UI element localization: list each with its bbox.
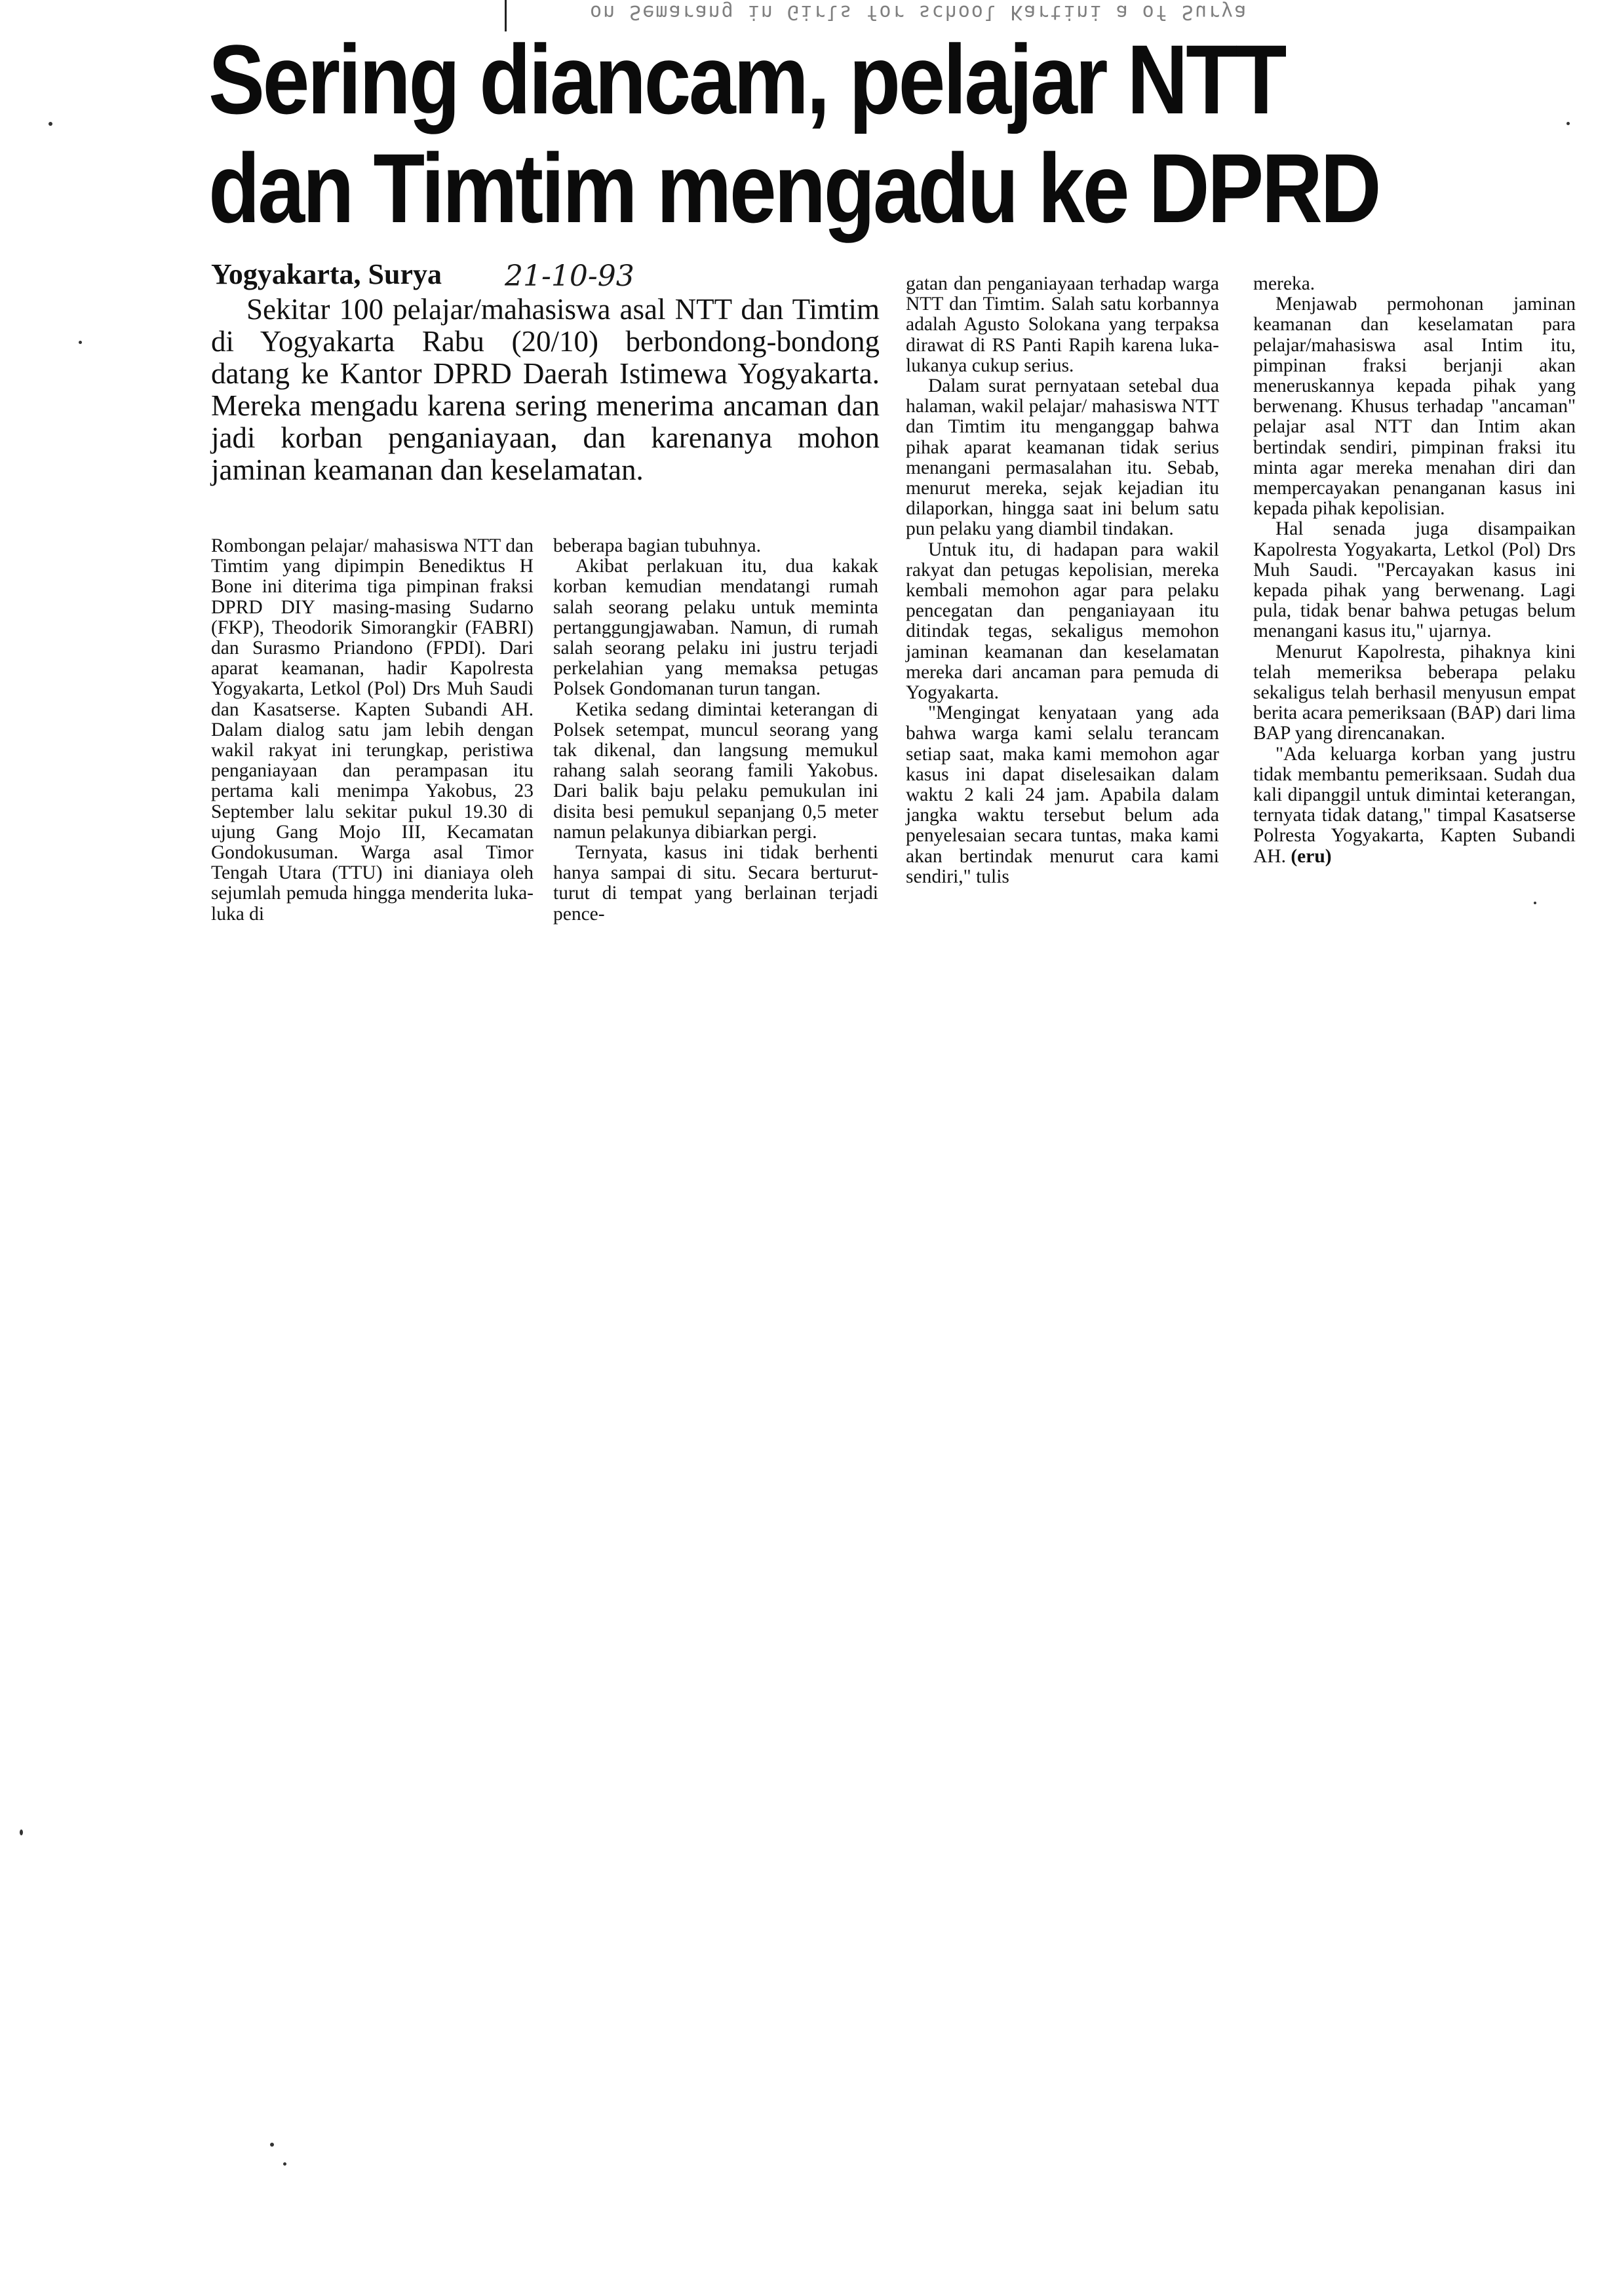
paragraph bbox=[1253, 744, 1576, 867]
bleed-through-text: on Semarang in Girls for school Kartini a of Surya bbox=[590, 1, 1248, 24]
scan-speck bbox=[1534, 902, 1536, 904]
paragraph: Hal senada juga disampaikan Kapolresta Yogyakarta, Letkol (Pol) Drs Muh Saudi. "Percayakan kasus ini kepada pihak yang berwenang. Lagi pula, tidak benar bahwa petugas belum menangani kasus itu," ujarnya. bbox=[1253, 518, 1576, 642]
paragraph: Ternyata, kasus ini tidak berhenti hanya sampai di situ. Secara berturut-turut di tempat yang berlainan terjadi pence- bbox=[553, 842, 878, 925]
scan-speck bbox=[1566, 122, 1570, 125]
scan-speck bbox=[283, 2162, 286, 2166]
headline-line-1: Sering diancam, pelajar NTT bbox=[208, 24, 1285, 134]
paragraph: gatan dan penganiayaan terhadap warga NTT dan Timtim. Salah satu korbannya adalah Agusto Solokana yang terpaksa dirawat di RS Panti Rapih karena luka-lukanya cukup serius. bbox=[906, 273, 1219, 376]
article-column-3 bbox=[906, 274, 1219, 887]
paragraph: mereka. bbox=[1253, 273, 1315, 294]
lead-paragraph: Sekitar 100 pelajar/mahasiswa asal NTT dan Timtim di Yogyakarta Rabu (20/10) berbondong-bondong datang ke Kantor DPRD Daerah Istimewa Yogyakarta. Mereka mengadu karena sering menerima ancaman dan jadi korban penganiayaan, dan karenanya mohon jaminan keamanan dan keselamatan. bbox=[211, 293, 880, 486]
article-column-1 bbox=[211, 536, 534, 925]
paragraph: beberapa bagian tubuhnya. bbox=[553, 535, 761, 556]
paragraph: Rombongan pelajar/ mahasiswa NTT dan Timtim yang dipimpin Benediktus H Bone ini diterima tiga pimpinan fraksi DPRD DIY masing-masing Sudarno (FKP), Theodorik Simorangkir (FABRI) dan Surasmo Priandono (FPDI). Dari aparat keamanan, hadir Kapolresta Yogyakarta, Letkol (Pol) Drs Muh Saudi dan Kasatserse. Kapten Subandi AH. Dalam dialog satu jam lebih dengan wakil rakyat ini terungkap, peristiwa penganiayaan dan perampasan itu pertama kali menimpa Yakobus, 23 September lalu sekitar pukul 19.30 di ujung Gang Mojo III, Kecamatan Gondokusuman. Warga asal Timor Tengah Utara (TTU) ini dianiaya oleh sejumlah pemuda hingga menderita luka-luka di bbox=[211, 535, 534, 925]
article-column-4 bbox=[1253, 274, 1576, 867]
scan-speck bbox=[49, 122, 52, 126]
scan-speck bbox=[20, 1829, 23, 1835]
paragraph: Menjawab permohonan jaminan keamanan dan keselamatan para pelajar/mahasiswa asal Intim itu, pimpinan fraksi berjanji akan meneruskannya kepada pihak yang berwenang. Khusus terhadap "ancaman" pelajar asal NTT dan Intim akan bertindak sendiri, pimpinan fraksi itu minta agar mereka menahan diri dan mempercayakan penanganan kasus ini kepada pihak kepolisian. bbox=[1253, 294, 1576, 520]
paragraph: Menurut Kapolresta, pihaknya kini telah memeriksa beberapa pelaku sekaligus telah berhasil menyusun empat berita acara pemeriksaan (BAP) dari lima BAP yang direncanakan. bbox=[1253, 641, 1576, 744]
paragraph: Dalam surat pernyataan setebal dua halaman, wakil pelajar/ mahasiswa NTT dan Timtim itu menganggap bahwa pihak aparat keamanan tidak serius menangani permasalahan itu. Sebab, menurut mereka, sejak kejadian itu dilaporkan, hingga saat ini belum satu pun pelaku yang diambil tindakan. bbox=[906, 375, 1219, 540]
paragraph: Untuk itu, di hadapan para wakil rakyat dan petugas kepolisian, mereka kembali memohon agar para pelaku pencegatan dan penganiayaan itu ditindak tegas, sekaligus memohon jaminan keamanan dan keselamatan mereka dari ancaman para pemuda di Yogyakarta. bbox=[906, 539, 1219, 704]
scan-speck bbox=[270, 2143, 274, 2147]
headline-line-2: dan Timtim mengadu ke DPRD bbox=[208, 133, 1380, 243]
headline bbox=[208, 24, 1380, 243]
paragraph: Akibat perlakuan itu, dua kakak korban kemudian mendatangi rumah salah seorang pelaku untuk meminta pertanggungjawaban. Namun, di rumah salah seorang pelaku ini justru terjadi perkelahian yang memaksa petugas Polsek Gondomanan turun tangan. bbox=[553, 556, 878, 700]
handwritten-date: 21-10-93 bbox=[505, 259, 634, 293]
scan-speck bbox=[79, 341, 82, 344]
paragraph-text: "Ada keluarga korban yang justru tidak membantu pemeriksaan. Sudah dua kali dipanggil untuk dimintai keterangan, ternyata tidak datang," timpal Kasatserse Polresta Yogyakarta, Kapten Subandi AH. bbox=[1253, 743, 1576, 867]
paragraph: Ketika sedang dimintai keterangan di Polsek setempat, muncul seorang yang tak dikenal, dan langsung memukul rahang salah seorang famili Yakobus. Dari balik baju pelaku pemukulan ini disita besi pemukul sepanjang 0,5 meter namun pelakunya dibiarkan pergi. bbox=[553, 698, 878, 843]
dateline: Yogyakarta, Surya bbox=[211, 258, 442, 290]
author-initials: (eru) bbox=[1291, 845, 1332, 867]
paragraph: "Mengingat kenyataan yang ada bahwa warga kami selalu terancam setiap saat, maka kami memohon agar kasus ini dapat diselesaikan dalam waktu 2 kali 24 jam. Apabila dalam jangka waktu tersebut belum ada penyelesaian secara tuntas, maka kami akan bertindak menurut cara kami sendiri," tulis bbox=[906, 702, 1219, 887]
article-column-2 bbox=[553, 536, 878, 925]
